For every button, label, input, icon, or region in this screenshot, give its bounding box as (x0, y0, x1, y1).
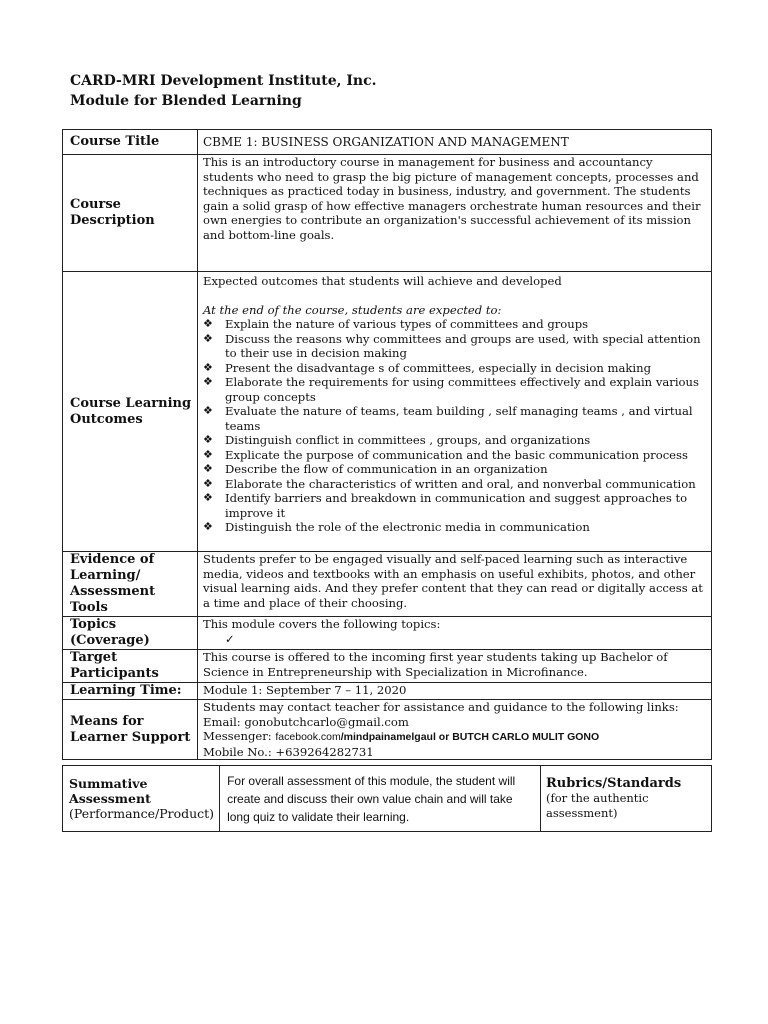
outcome-text: Identify barriers and breakdown in communication and suggest approaches to improve it (225, 491, 688, 520)
outcomes-list (203, 317, 706, 535)
outcome-text: Explain the nature of various types of committees and groups (225, 317, 589, 331)
support-value (198, 700, 712, 760)
outcome-item (203, 448, 706, 463)
document-header (70, 71, 376, 111)
support-messenger (203, 729, 706, 745)
row-learning-outcomes (63, 272, 712, 552)
row-summative (63, 766, 712, 832)
target-value: This course is offered to the incoming first year students taking up Bachelor of Science in Entrepreneurship with Specialization in Microfinance. (198, 650, 712, 683)
course-title-value: CBME 1: BUSINESS ORGANIZATION AND MANAGEMENT (198, 130, 712, 155)
summative-label-title: Summative Assessment (69, 776, 151, 806)
support-intro: Students may contact teacher for assistance and guidance to the following links: (203, 700, 679, 714)
diamond-bullet-icon: ❖ (203, 447, 213, 461)
evidence-label: Evidence of Learning/ Assessment Tools (63, 552, 198, 617)
diamond-bullet-icon: ❖ (203, 375, 213, 388)
diamond-bullet-icon: ❖ (203, 404, 213, 417)
diamond-bullet-icon: ❖ (203, 331, 213, 345)
messenger-label: Messenger: (203, 729, 276, 743)
institute-name: CARD-MRI Development Institute, Inc. (70, 73, 377, 89)
support-label: Means for Learner Support (63, 700, 198, 760)
summative-text: For overall assessment of this module, the student will create and discuss their own value chain and will take long quiz to validate their learning. (220, 766, 541, 832)
row-learning-time (63, 683, 712, 700)
messenger-handle: /mindpainamelgaul or BUTCH CARLO MULIT GONO (340, 731, 600, 743)
row-course-title (63, 130, 712, 155)
row-target (63, 650, 712, 683)
outcome-item (203, 404, 706, 433)
outcome-text: Present the disadvantage s of committees, especially in decision making (225, 360, 652, 375)
summative-table (62, 765, 712, 832)
learning-time-value: Module 1: September 7 – 11, 2020 (198, 683, 712, 700)
rubrics-title: Rubrics/Standards (546, 776, 682, 791)
outcomes-lead: At the end of the course, students are expected to: (203, 302, 502, 317)
summative-label-sub: (Performance/Product) (69, 806, 215, 821)
outcome-item (203, 433, 706, 448)
outcomes-intro: Expected outcomes that students will achieve and developed (203, 274, 562, 288)
topics-value (198, 617, 712, 650)
support-email: Email: gonobutchcarlo@gmail.com (203, 714, 409, 729)
learning-outcomes-label: Course Learning Outcomes (63, 272, 198, 552)
diamond-bullet-icon: ❖ (203, 360, 213, 374)
rubrics-cell (541, 766, 712, 832)
diamond-bullet-icon: ❖ (203, 433, 213, 446)
outcome-text: Describe the flow of communication in an organization (225, 462, 548, 476)
diamond-bullet-icon: ❖ (203, 491, 213, 504)
row-course-description (63, 155, 712, 272)
course-description-label: Course Description (63, 155, 198, 272)
messenger-site: facebook.com (275, 731, 341, 743)
learning-time-label: Learning Time: (63, 683, 198, 700)
outcome-text: Evaluate the nature of teams, team building , self managing teams , and virtual teams (225, 404, 693, 433)
support-mobile: Mobile No.: +639264282731 (203, 744, 374, 759)
diamond-bullet-icon: ❖ (203, 462, 213, 475)
outcome-text: Discuss the reasons why committees and groups are used, with special attention to their use in decision making (225, 331, 701, 360)
outcome-item (203, 375, 706, 404)
outcome-item (203, 491, 706, 520)
course-info-table (62, 129, 712, 760)
topics-text: This module covers the following topics: (203, 617, 441, 631)
rubrics-sub: (for the authentic assessment) (546, 791, 649, 820)
outcome-text: Explicate the purpose of communication and the basic communication process (225, 447, 688, 462)
row-topics (63, 617, 712, 650)
outcome-item (203, 520, 706, 535)
row-support (63, 700, 712, 760)
outcome-item (203, 317, 706, 332)
summative-label (63, 766, 220, 832)
outcome-text: Distinguish the role of the electronic media in communication (225, 520, 590, 534)
outcome-text: Elaborate the characteristics of written and oral, and nonverbal communication (225, 476, 696, 491)
diamond-bullet-icon: ❖ (203, 476, 213, 490)
module-type: Module for Blended Learning (70, 93, 302, 109)
course-title-label: Course Title (63, 130, 198, 155)
row-evidence (63, 552, 712, 617)
outcome-item (203, 462, 706, 477)
target-label: Target Participants (63, 650, 198, 683)
outcome-item (203, 477, 706, 492)
learning-outcomes-value (198, 272, 712, 552)
outcome-text: Elaborate the requirements for using committees effectively and explain various group concepts (225, 375, 699, 404)
checkmark-icon: ✓ (225, 631, 235, 646)
topics-label: Topics (Coverage) (63, 617, 198, 650)
outcome-text: Distinguish conflict in committees , groups, and organizations (225, 433, 591, 447)
evidence-value: Students prefer to be engaged visually and self-paced learning such as interactive media, videos and textbooks with an emphasis on useful exhibits, photos, and other visual learning aids. And they prefer content that they can read or digitally access at a time and place of their choosing. (198, 552, 712, 617)
diamond-bullet-icon: ❖ (203, 520, 213, 533)
outcome-item (203, 332, 706, 361)
outcome-item (203, 361, 706, 376)
diamond-bullet-icon: ❖ (203, 317, 213, 330)
course-description-value: This is an introductory course in management for business and accountancy students who need to grasp the big picture of management concepts, processes and techniques as practiced today in business, industry, and government. The students gain a solid grasp of how effective managers orchestrate human resources and their own energies to contribute an organization's successful achievement of its mission and bottom-line goals. (198, 155, 712, 272)
